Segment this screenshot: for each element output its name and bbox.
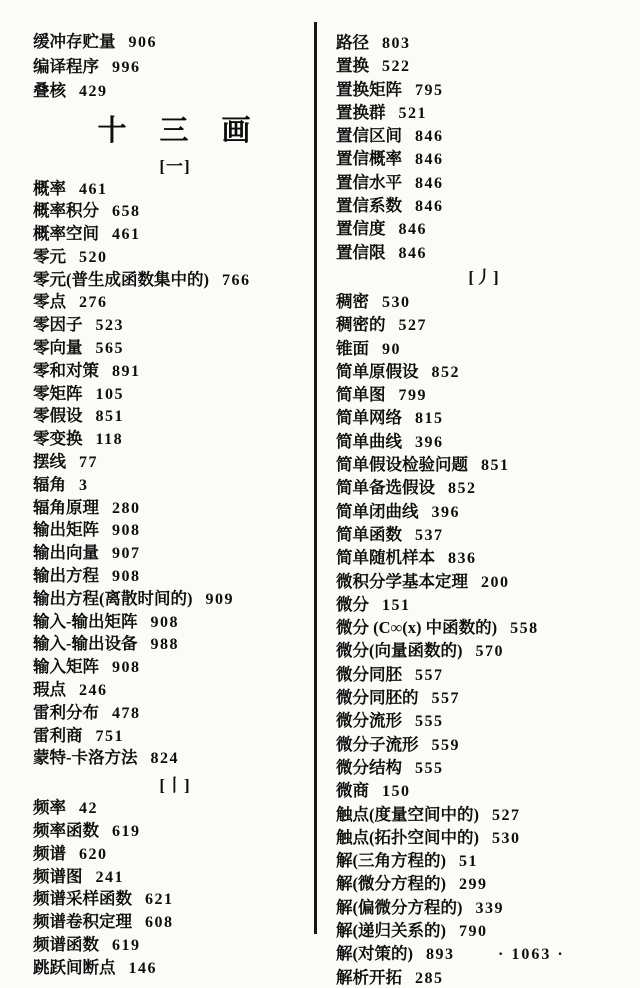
entry-term: 零元(普生成函数集中的) xyxy=(33,269,209,289)
entry-page-number: 846 xyxy=(415,174,444,192)
entry-term: 雷利分布 xyxy=(33,702,99,722)
entry-term: 简单闭曲线 xyxy=(336,501,419,521)
index-entry xyxy=(336,943,632,966)
entry-term: 简单原假设 xyxy=(336,361,419,381)
entry-term: 频谱卷积定理 xyxy=(33,912,132,932)
entry-page-number: 527 xyxy=(398,317,427,335)
entry-page-number: 836 xyxy=(448,550,477,568)
entry-page-number: 118 xyxy=(95,431,124,449)
index-entry xyxy=(33,55,317,80)
index-entry xyxy=(33,519,317,542)
index-entry xyxy=(33,725,317,748)
entry-page-number: 520 xyxy=(79,248,108,266)
entry-term: 概率积分 xyxy=(33,201,99,221)
entries-block xyxy=(33,178,317,771)
entry-term: 简单图 xyxy=(336,385,386,405)
entry-term: 瑕点 xyxy=(33,680,66,700)
index-entry xyxy=(33,337,317,360)
entry-term: 摆线 xyxy=(33,452,66,472)
entry-page-number: 299 xyxy=(459,876,488,894)
entry-page-number: 461 xyxy=(79,180,108,198)
entries-block xyxy=(33,30,317,104)
index-entry xyxy=(336,920,632,943)
entry-page-number: 803 xyxy=(382,35,411,52)
entry-page-number: 530 xyxy=(382,293,411,311)
radical-subhead: [丿] xyxy=(468,267,500,287)
entry-page-number: 527 xyxy=(492,806,521,824)
entry-term: 解(对策的) xyxy=(336,944,413,964)
index-entry xyxy=(33,246,317,269)
entry-term: 编译程序 xyxy=(33,56,99,76)
entries-block xyxy=(336,291,632,988)
entry-term: 微商 xyxy=(336,781,369,801)
entry-page-number: 908 xyxy=(150,613,179,631)
entry-page-number: 906 xyxy=(128,34,157,51)
entry-term: 触点(度量空间中的) xyxy=(336,804,479,824)
index-entry xyxy=(336,571,632,594)
entry-page-number: 799 xyxy=(398,387,427,405)
entry-term: 频谱图 xyxy=(33,866,83,886)
entry-term: 零矩阵 xyxy=(33,383,83,403)
index-entry xyxy=(336,431,632,454)
entry-page-number: 246 xyxy=(79,682,108,700)
index-entry xyxy=(336,757,632,780)
index-entry xyxy=(336,850,632,873)
index-entry xyxy=(33,79,317,104)
index-entry xyxy=(33,200,317,223)
entry-term: 输入-输出矩阵 xyxy=(33,611,138,631)
entry-page-number: 891 xyxy=(112,362,141,380)
entry-term: 跳跃间断点 xyxy=(33,957,116,977)
entry-page-number: 766 xyxy=(222,271,251,289)
entry-term: 解(偏微分方程的) xyxy=(336,897,463,917)
entry-page-number: 565 xyxy=(95,340,124,358)
index-entry xyxy=(336,314,632,337)
entry-term: 频率函数 xyxy=(33,821,99,841)
entry-term: 置换矩阵 xyxy=(336,79,402,99)
index-entry xyxy=(33,888,317,911)
entry-page-number: 852 xyxy=(431,363,460,381)
entry-page-number: 339 xyxy=(475,899,504,917)
entry-term: 简单网络 xyxy=(336,408,402,428)
index-entry xyxy=(336,547,632,570)
entry-page-number: 908 xyxy=(112,659,141,677)
entry-page-number: 150 xyxy=(382,783,411,801)
index-entry xyxy=(336,501,632,524)
entry-page-number: 285 xyxy=(415,969,444,987)
entry-page-number: 478 xyxy=(112,704,141,722)
index-entry xyxy=(33,820,317,843)
entry-term: 微积分学基本定理 xyxy=(336,571,468,591)
entry-term: 置信概率 xyxy=(336,149,402,169)
index-entry xyxy=(33,291,317,314)
entry-page-number: 555 xyxy=(415,713,444,731)
index-entry xyxy=(336,172,632,195)
entry-page-number: 658 xyxy=(112,203,141,221)
index-entry xyxy=(33,451,317,474)
entry-term: 解(递归关系的) xyxy=(336,920,446,940)
index-entry xyxy=(33,542,317,565)
entry-term: 触点(拓扑空间中的) xyxy=(336,827,479,847)
entry-page-number: 523 xyxy=(95,317,124,335)
entry-page-number: 276 xyxy=(79,294,108,312)
index-entry xyxy=(336,640,632,663)
stroke-count-header: 十 三 画 xyxy=(97,114,253,147)
index-entry xyxy=(336,125,632,148)
entry-term: 零变换 xyxy=(33,429,83,449)
entry-page-number: 241 xyxy=(95,868,124,886)
index-entry xyxy=(33,405,317,428)
entry-term: 置信限 xyxy=(336,242,386,262)
index-entry xyxy=(336,617,632,640)
entry-page-number: 42 xyxy=(79,800,98,818)
entry-page-number: 90 xyxy=(382,340,401,358)
entry-term: 缓冲存贮量 xyxy=(33,32,116,51)
entry-term: 概率 xyxy=(33,178,66,198)
entry-term: 微分结构 xyxy=(336,757,402,777)
entry-page-number: 846 xyxy=(398,221,427,239)
entry-page-number: 555 xyxy=(415,759,444,777)
index-entry xyxy=(336,664,632,687)
right-column xyxy=(336,32,632,988)
entry-term: 零和对策 xyxy=(33,360,99,380)
entry-page-number: 619 xyxy=(112,937,141,954)
entry-term: 辐角原理 xyxy=(33,497,99,517)
entry-term: 输入矩阵 xyxy=(33,657,99,677)
entry-page-number: 3 xyxy=(79,476,89,494)
entry-term: 稠密 xyxy=(336,291,369,311)
entry-page-number: 146 xyxy=(128,959,157,977)
index-entry xyxy=(33,797,317,820)
index-entry xyxy=(33,30,317,55)
index-entry xyxy=(33,747,317,770)
index-entry xyxy=(33,656,317,679)
entry-page-number: 851 xyxy=(95,408,124,426)
index-entry xyxy=(336,524,632,547)
entry-page-number: 846 xyxy=(415,198,444,216)
index-entry xyxy=(33,497,317,520)
entry-page-number: 815 xyxy=(415,410,444,428)
entry-term: 零假设 xyxy=(33,406,83,426)
index-entry xyxy=(336,218,632,241)
index-entry xyxy=(336,148,632,171)
index-entry xyxy=(33,474,317,497)
index-entry xyxy=(336,79,632,102)
index-entry xyxy=(336,291,632,314)
entry-term: 零因子 xyxy=(33,315,83,335)
index-entry xyxy=(336,734,632,757)
entry-term: 简单曲线 xyxy=(336,431,402,451)
index-entry xyxy=(336,384,632,407)
entry-page-number: 461 xyxy=(112,226,141,244)
radical-subhead: [一] xyxy=(159,156,191,176)
entry-term: 微分(向量函数的) xyxy=(336,641,463,661)
entry-term: 微分 (C∞(x) 中函数的) xyxy=(336,618,498,638)
entry-term: 简单函数 xyxy=(336,524,402,544)
index-entry xyxy=(336,897,632,920)
entry-term: 解(微分方程的) xyxy=(336,874,446,894)
entry-term: 稠密的 xyxy=(336,315,386,335)
index-entry xyxy=(33,611,317,634)
entry-page-number: 621 xyxy=(145,891,174,909)
entry-page-number: 77 xyxy=(79,454,98,472)
entry-page-number: 851 xyxy=(481,457,510,475)
index-entry xyxy=(33,223,317,246)
index-entry xyxy=(33,269,317,292)
entry-page-number: 988 xyxy=(150,636,179,654)
index-entry xyxy=(336,361,632,384)
entry-page-number: 51 xyxy=(459,853,478,871)
entry-page-number: 396 xyxy=(415,433,444,451)
entry-page-number: 824 xyxy=(150,750,179,768)
entry-page-number: 909 xyxy=(205,590,234,608)
entry-page-number: 619 xyxy=(112,823,141,841)
entry-term: 频率 xyxy=(33,798,66,818)
entry-term: 输出方程 xyxy=(33,566,99,586)
entry-page-number: 570 xyxy=(475,643,504,661)
entry-page-number: 751 xyxy=(95,727,124,745)
entry-page-number: 846 xyxy=(415,151,444,169)
entry-page-number: 790 xyxy=(459,922,488,940)
left-column xyxy=(33,30,317,980)
entry-term: 置信区间 xyxy=(336,126,402,146)
entry-page-number: 996 xyxy=(112,58,141,76)
entries-block xyxy=(33,797,317,979)
index-entry xyxy=(336,710,632,733)
index-entry xyxy=(336,827,632,850)
entry-term: 置信度 xyxy=(336,219,386,239)
entry-term: 输出矩阵 xyxy=(33,520,99,540)
index-entry xyxy=(33,360,317,383)
radical-subhead: [丨] xyxy=(159,776,191,796)
entry-page-number: 852 xyxy=(448,480,477,498)
entries-block xyxy=(336,32,632,265)
entry-page-number: 200 xyxy=(481,573,510,591)
index-entry xyxy=(33,178,317,201)
index-entry xyxy=(336,594,632,617)
entry-term: 零元 xyxy=(33,246,66,266)
entry-page-number: 557 xyxy=(431,690,460,708)
index-entry xyxy=(33,866,317,889)
entry-term: 微分 xyxy=(336,594,369,614)
entry-term: 置换 xyxy=(336,56,369,76)
entry-term: 简单假设检验问题 xyxy=(336,455,468,475)
entry-term: 蒙特-卡洛方法 xyxy=(33,748,138,768)
index-entry xyxy=(336,873,632,896)
index-entry xyxy=(33,957,317,980)
index-entry xyxy=(336,477,632,500)
entry-term: 零点 xyxy=(33,292,66,312)
index-entry xyxy=(336,454,632,477)
index-entry xyxy=(33,633,317,656)
entry-term: 输出方程(离散时间的) xyxy=(33,588,193,608)
entry-term: 微分流形 xyxy=(336,711,402,731)
entry-page-number: 559 xyxy=(431,736,460,754)
entry-term: 简单备选假设 xyxy=(336,478,435,498)
index-entry xyxy=(33,843,317,866)
entry-term: 辐角 xyxy=(33,474,66,494)
index-entry xyxy=(336,32,632,55)
entry-term: 微分同胚的 xyxy=(336,688,419,708)
entry-term: 频谱采样函数 xyxy=(33,889,132,909)
index-entry xyxy=(336,338,632,361)
entry-term: 叠核 xyxy=(33,81,66,100)
index-entry xyxy=(336,804,632,827)
entry-term: 零向量 xyxy=(33,338,83,358)
index-entry xyxy=(33,679,317,702)
entry-term: 雷利商 xyxy=(33,725,83,745)
index-entry xyxy=(33,428,317,451)
index-entry xyxy=(336,407,632,430)
entry-page-number: 908 xyxy=(112,522,141,540)
entry-page-number: 557 xyxy=(415,666,444,684)
entry-term: 路径 xyxy=(336,33,369,52)
page-number: · 1063 · xyxy=(498,946,565,963)
entry-page-number: 893 xyxy=(426,946,455,964)
entry-term: 输出向量 xyxy=(33,543,99,563)
index-entry xyxy=(33,911,317,934)
index-entry xyxy=(336,687,632,710)
entry-term: 置信水平 xyxy=(336,172,402,192)
index-entry xyxy=(336,55,632,78)
index-entry xyxy=(33,934,317,957)
entry-page-number: 151 xyxy=(382,596,411,614)
index-entry xyxy=(336,242,632,265)
index-entry xyxy=(336,102,632,125)
entry-page-number: 537 xyxy=(415,526,444,544)
entry-page-number: 608 xyxy=(145,914,174,932)
entry-term: 置换群 xyxy=(336,102,386,122)
entry-term: 解(三角方程的) xyxy=(336,851,446,871)
index-entry xyxy=(336,195,632,218)
entry-term: 微分同胚 xyxy=(336,664,402,684)
entry-term: 简单随机样本 xyxy=(336,548,435,568)
index-entry xyxy=(33,588,317,611)
index-entry xyxy=(336,780,632,803)
entry-page-number: 558 xyxy=(510,620,539,638)
entry-term: 输入-输出设备 xyxy=(33,634,138,654)
entry-page-number: 429 xyxy=(79,83,108,100)
entry-page-number: 280 xyxy=(112,499,141,517)
index-entry xyxy=(33,565,317,588)
entry-page-number: 530 xyxy=(492,829,521,847)
entry-term: 锥面 xyxy=(336,338,369,358)
index-entry xyxy=(33,702,317,725)
entry-page-number: 522 xyxy=(382,58,411,76)
entry-page-number: 846 xyxy=(415,128,444,146)
entry-page-number: 908 xyxy=(112,568,141,586)
entry-term: 微分子流形 xyxy=(336,734,419,754)
entry-term: 解析开拓 xyxy=(336,967,402,987)
entry-term: 置信系数 xyxy=(336,196,402,216)
entry-page-number: 907 xyxy=(112,545,141,563)
entry-page-number: 795 xyxy=(415,81,444,99)
index-entry xyxy=(33,383,317,406)
entry-page-number: 521 xyxy=(398,104,427,122)
index-entry xyxy=(336,967,632,988)
index-entry xyxy=(33,314,317,337)
entry-page-number: 620 xyxy=(79,845,108,863)
entry-page-number: 396 xyxy=(431,503,460,521)
entry-term: 频谱 xyxy=(33,843,66,863)
entry-term: 频谱函数 xyxy=(33,935,99,954)
entry-term: 概率空间 xyxy=(33,224,99,244)
entry-page-number: 846 xyxy=(398,244,427,262)
entry-page-number: 105 xyxy=(95,385,124,403)
